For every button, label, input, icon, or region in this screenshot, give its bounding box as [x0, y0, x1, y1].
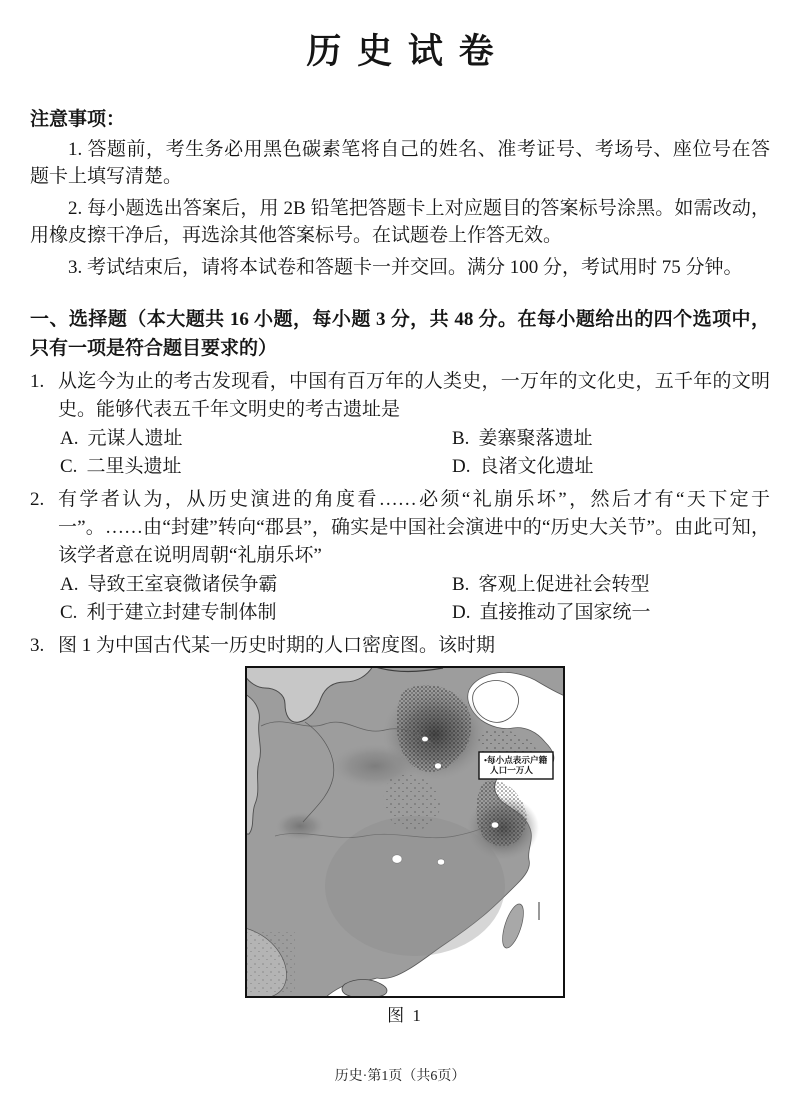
question-number: 1. [30, 371, 45, 392]
option-text: 二里头遗址 [86, 456, 182, 477]
lake-spot [435, 763, 442, 769]
question-1-stem [30, 368, 770, 424]
option-text: 元谋人遗址 [87, 428, 183, 449]
question-2-options [30, 571, 770, 627]
map-southwest-texture [247, 932, 295, 994]
option-1-d [452, 453, 770, 481]
question-number: 3. [30, 635, 45, 656]
question-stem-text: 从迄今为止的考古发现看，中国有百万年的人类史，一万年的文化史，五千年的文明史。能够代表五千年文明史的考古遗址是 [58, 371, 770, 420]
page-footer: 历史·第1页（共6页） [334, 1069, 466, 1084]
option-label: A. [60, 574, 79, 595]
option-label: A. [60, 428, 79, 449]
density-guanzhong [276, 812, 324, 840]
page-title: 历史试卷 [306, 32, 510, 71]
population-density-map-figure [245, 666, 565, 1026]
option-2-b [452, 571, 770, 599]
figure-caption: 图 1 [387, 1006, 423, 1025]
question-number: 2. [30, 489, 45, 510]
notice-heading: 注意事项： [30, 109, 126, 130]
china-population-density-map [245, 666, 565, 998]
option-label: B. [452, 428, 470, 449]
option-2-d [452, 599, 770, 627]
option-label: D. [452, 456, 471, 477]
question-3-stem [30, 632, 770, 660]
option-2-a [60, 571, 452, 599]
option-label: C. [60, 456, 78, 477]
option-label: C. [60, 602, 78, 623]
legend-line-2: 人口一万人 [490, 765, 533, 775]
lake-spot [437, 859, 444, 865]
density-south [325, 816, 505, 956]
question-stem-text: 图 1 为中国古代某一历史时期的人口密度图。该时期 [58, 635, 496, 656]
exam-page [0, 24, 800, 1107]
section-heading: 一、选择题（本大题共 16 小题，每小题 3 分，共 48 分。在每小题给出的四个选项中，只有一项是符合题目要求的） [30, 309, 770, 359]
option-1-b [452, 425, 770, 453]
question-1-options [30, 425, 770, 481]
lake-spot [392, 855, 402, 863]
question-3 [30, 632, 770, 660]
question-2-stem [30, 486, 770, 570]
notice-item-3: 3. 考试结束后，请将本试卷和答题卡一并交回。满分 100 分，考试用时 75 分钟。 [68, 257, 743, 278]
notice-item-1: 1. 答题前，考生务必用黑色碳素笔将自己的姓名、准考证号、考场号、座位号在答题卡上填写清楚。 [30, 139, 770, 187]
map-legend [479, 752, 553, 779]
option-text: 客观上促进社会转型 [478, 574, 650, 595]
question-2 [30, 486, 770, 627]
option-text: 姜寨聚落遗址 [478, 428, 593, 449]
legend-line-1: •每小点表示户籍 [484, 755, 548, 765]
option-label: B. [452, 574, 470, 595]
notice-section [30, 104, 770, 281]
option-text: 利于建立封建专制体制 [86, 602, 277, 623]
question-1 [30, 368, 770, 481]
lake-spot [491, 822, 498, 828]
option-text: 直接推动了国家统一 [479, 602, 651, 623]
question-stem-text: 有学者认为，从历史演进的角度看……必须“礼崩乐坏”，然后才有“天下定于一”。……由“封建”转向“郡县”，确实是中国社会演进中的“历史大关节”。由此可知，该学者意在说明周朝“礼崩乐坏” [58, 489, 770, 566]
option-label: D. [452, 602, 471, 623]
option-text: 良渚文化遗址 [479, 456, 594, 477]
notice-item-2: 2. 每小题选出答案后，用 2B 铅笔把答题卡上对应题目的答案标号涂黑。如需改动，用橡皮擦干净后，再选涂其他答案标号。在试题卷上作答无效。 [30, 198, 770, 246]
option-1-c [60, 453, 452, 481]
option-1-a [60, 425, 452, 453]
lake-spot [422, 736, 428, 741]
option-text: 导致王室衰微诸侯争霸 [87, 574, 278, 595]
option-2-c [60, 599, 452, 627]
